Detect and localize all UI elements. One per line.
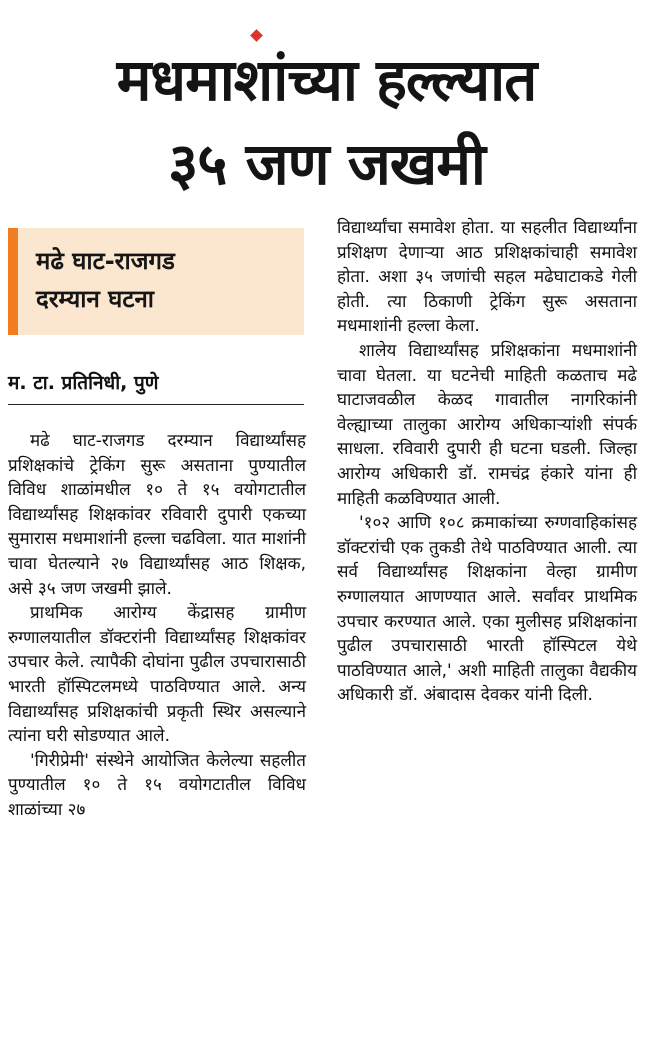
article-paragraph: 'गिरीप्रेमी' संस्थेने आयोजित केलेल्या सहलीत पुण्यातील १० ते १५ वयोगटातील विविध शाळांच्या २७: [8, 750, 306, 820]
headline: [0, 38, 653, 206]
byline: म. टा. प्रतिनिधी, पुणे: [8, 370, 304, 405]
article-paragraph: शालेय विद्यार्थ्यांसह प्रशिक्षकांना मधमाशांनी चावा घेतला. या घटनेची माहिती कळताच मढे घाटाजवळील केळद गावातील नागरिकांनी वेल्ह्याच्या तालुका आरोग्य अधिकाऱ्यांशी संपर्क साधला. रविवारी दुपारी ही घटना घडली. जिल्हा आरोग्य अधिकारी डॉ. रामचंद्र हंकारे यांना ही माहिती कळविण्यात आली.: [337, 340, 637, 509]
article-paragraph: '१०२ आणि १०८ क्रमाकांच्या रुग्णवाहिकांसह डॉक्टरांची एक तुकडी तेथे पाठविण्यात आली. त्या सर्व विद्यार्थ्यांसह शिक्षकांना वेल्हा ग्रामीण रुग्णालयात आणण्यात आले. सर्वांवर प्राथमिक उपचार करण्यात आले. एका मुलीसह प्रशिक्षकांना पुढील उपचारासाठी भारती हॉस्पिटल येथे पाठविण्यात आले,' अशी माहिती तालुका वैद्यकीय अधिकारी डॉ. अंबादास देवकर यांनी दिली.: [337, 513, 637, 706]
article-column-left: [8, 429, 306, 823]
subheadline-line-1: मढे घाट-राजगड: [36, 247, 175, 275]
subheadline-line-2: दरम्यान घटना: [36, 285, 154, 313]
article-column-right: [337, 216, 637, 708]
headline-line-1: मधमाशांच्या हल्ल्यात: [116, 46, 537, 114]
subheadline-box: [8, 228, 304, 335]
headline-line-2: ३५ जण जखमी: [168, 130, 485, 198]
article-paragraph-continued: विद्यार्थ्यांचा समावेश होता. या सहलीत विद्यार्थ्यांना प्रशिक्षण देणाऱ्या आठ प्रशिक्षकांचाही समावेश होता. अशा ३५ जणांची सहल मढेघाटाकडे गेली होती. त्या ठिकाणी ट्रेकिंग सुरू असताना मधमाशांनी हल्ला केला.: [337, 218, 637, 337]
article-paragraph: मढे घाट-राजगड दरम्यान विद्यार्थ्यांसह प्रशिक्षकांचे ट्रेकिंग सुरू असताना पुण्यातील विविध शाळांमधील १० ते १५ वयोगटातील विद्यार्थ्यांसह शिक्षकांवर रविवारी दुपारी एकच्या सुमारास मधमाशांनी हल्ला चढविला. यात माशांनी चावा घेतल्याने २७ विद्यार्थ्यांसह आठ शिक्षक, असे ३५ जण जखमी झाले.: [8, 431, 306, 599]
article-paragraph: प्राथमिक आरोग्य केंद्रासह ग्रामीण रुग्णालयातील डॉक्टरांनी विद्यार्थ्यांसह शिक्षकांवर उपचार केले. त्यापैकी दोघांना पुढील उपचारासाठी भारती हॉस्पिटलमध्ये पाठविण्यात आले. अन्य विद्यार्थ्यांसह प्रशिक्षकांची प्रकृती स्थिर असल्याने त्यांना घरी सोडण्यात आले.: [8, 603, 306, 747]
